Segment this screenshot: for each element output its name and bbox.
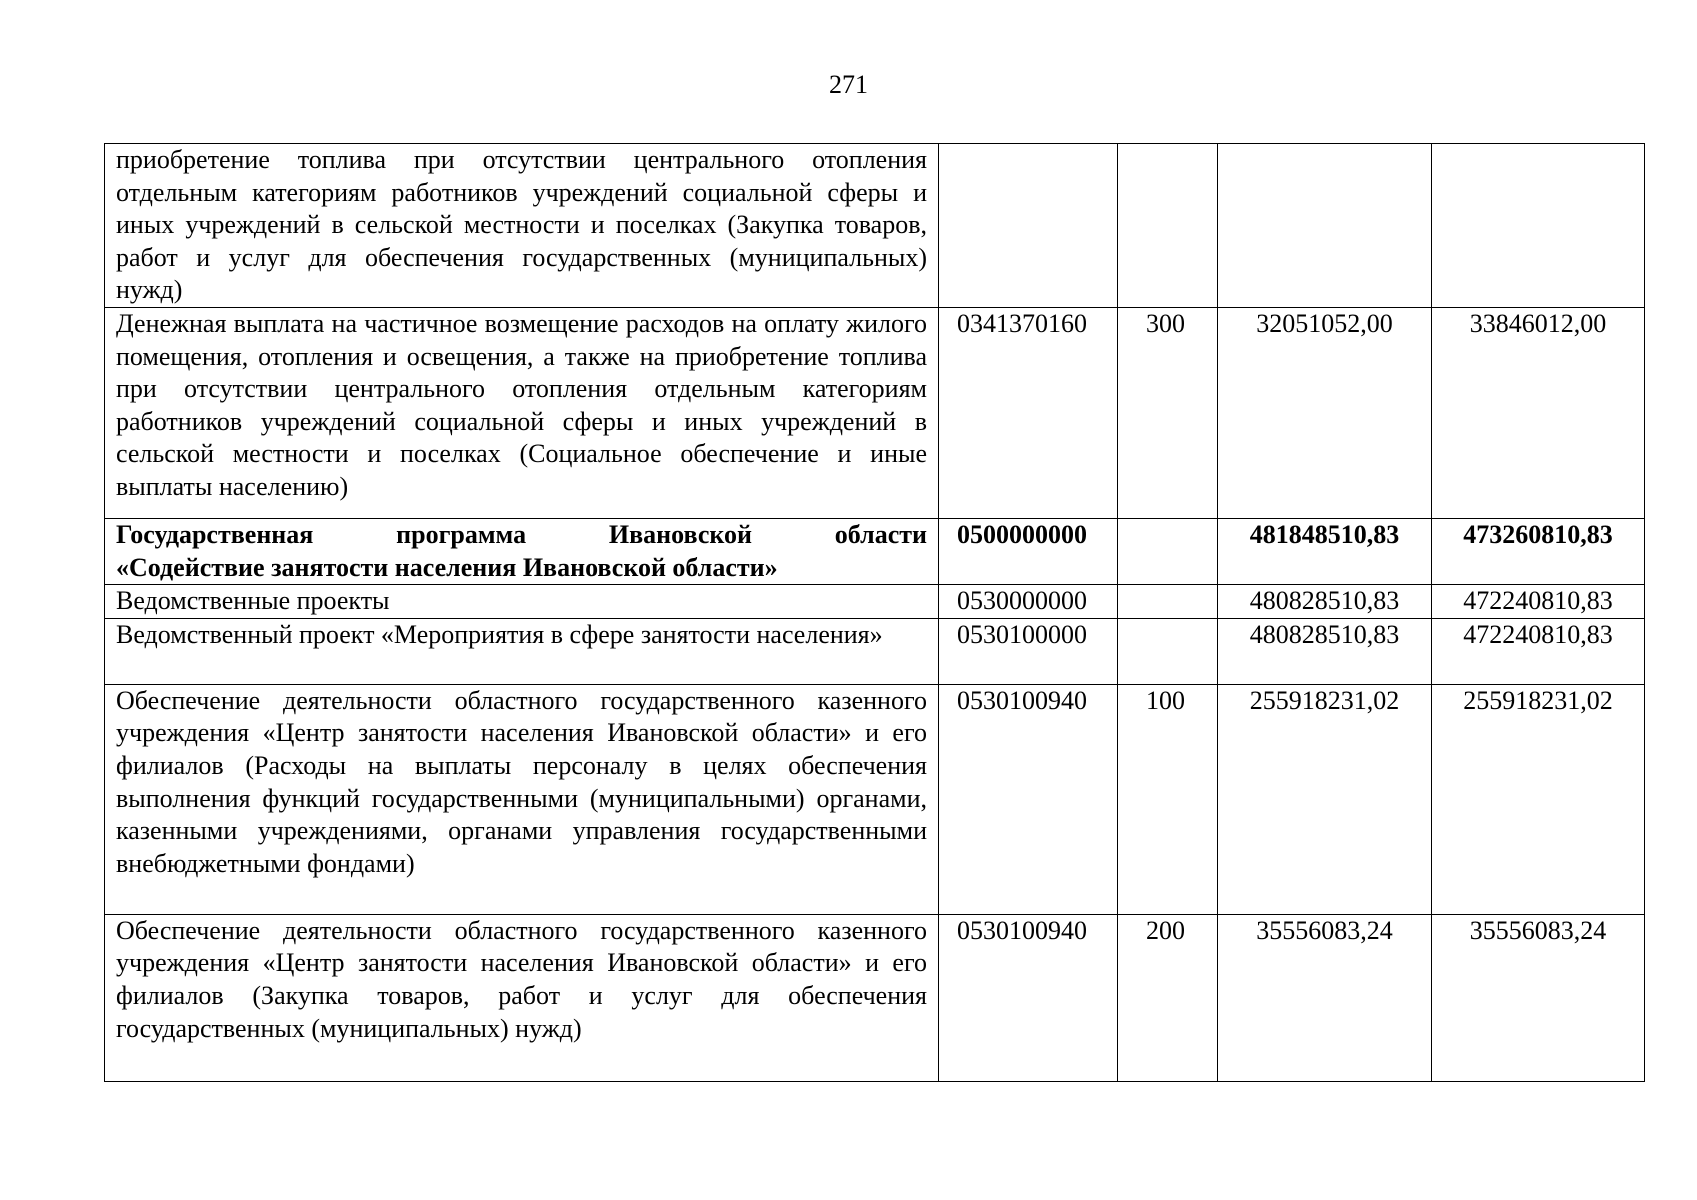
row-year1-amount [1218, 144, 1432, 308]
program-name-line1: Государственная программа Ивановской области [116, 519, 927, 549]
row-name: Ведомственные проекты [105, 585, 939, 619]
row-year2-amount: 255918231,02 [1432, 684, 1645, 914]
row-year2-amount: 472240810,83 [1432, 618, 1645, 684]
row-year2-amount: 35556083,24 [1432, 914, 1645, 1081]
row-code: 0530100940 [939, 684, 1118, 914]
row-kind [1118, 585, 1218, 619]
row-year1-amount: 481848510,83 [1218, 518, 1432, 584]
row-year1-amount: 480828510,83 [1218, 585, 1432, 619]
table-row [105, 618, 1645, 684]
row-kind: 200 [1118, 914, 1218, 1081]
row-name: Обеспечение деятельности областного государственного казенного учреждения «Центр занятости населения Ивановской области» и его филиалов (Расходы на выплаты персоналу в целях обеспечения выполнения функций государственными (муниципальными) органами, казенными учреждениями, органами управления государственными внебюджетными фондами) [105, 684, 939, 914]
row-kind [1118, 144, 1218, 308]
row-code: 0530100000 [939, 618, 1118, 684]
row-year2-amount: 473260810,83 [1432, 518, 1645, 584]
row-year1-amount: 35556083,24 [1218, 914, 1432, 1081]
table-row [105, 585, 1645, 619]
table-row [105, 307, 1645, 518]
row-name: Обеспечение деятельности областного государственного казенного учреждения «Центр занятости населения Ивановской области» и его филиалов (Закупка товаров, работ и услуг для обеспечения государственных (муниципальных) нужд) [105, 914, 939, 1081]
table-row [105, 144, 1645, 308]
program-name [105, 518, 939, 584]
row-year2-amount [1432, 144, 1645, 308]
row-name: Ведомственный проект «Мероприятия в сфере занятости населения» [105, 618, 939, 684]
row-name: Денежная выплата на частичное возмещение расходов на оплату жилого помещения, отопления и освещения, а также на приобретение топлива при отсутствии центрального отопления отдельным категориям работников учреждений социальной сферы и иных учреждений в сельской местности и поселках (Социальное обеспечение и иные выплаты населению) [105, 307, 939, 518]
table-row-program [105, 518, 1645, 584]
row-code: 0530100940 [939, 914, 1118, 1081]
page-number: 271 [829, 70, 868, 99]
row-year1-amount: 480828510,83 [1218, 618, 1432, 684]
row-kind: 100 [1118, 684, 1218, 914]
table-row [105, 684, 1645, 914]
row-code [939, 144, 1118, 308]
program-name-line2: «Содействие занятости населения Ивановской области» [116, 552, 778, 582]
row-kind [1118, 518, 1218, 584]
row-code: 0341370160 [939, 307, 1118, 518]
row-year1-amount: 255918231,02 [1218, 684, 1432, 914]
row-year2-amount: 33846012,00 [1432, 307, 1645, 518]
row-code: 0500000000 [939, 518, 1118, 584]
row-year2-amount: 472240810,83 [1432, 585, 1645, 619]
row-kind [1118, 618, 1218, 684]
row-year1-amount: 32051052,00 [1218, 307, 1432, 518]
row-kind: 300 [1118, 307, 1218, 518]
row-name: приобретение топлива при отсутствии центрального отопления отдельным категориям работников учреждений социальной сферы и иных учреждений в сельской местности и поселках (Закупка товаров, работ и услуг для обеспечения государственных (муниципальных) нужд) [105, 144, 939, 308]
budget-table [104, 143, 1645, 1082]
table-row [105, 914, 1645, 1081]
row-code: 0530000000 [939, 585, 1118, 619]
